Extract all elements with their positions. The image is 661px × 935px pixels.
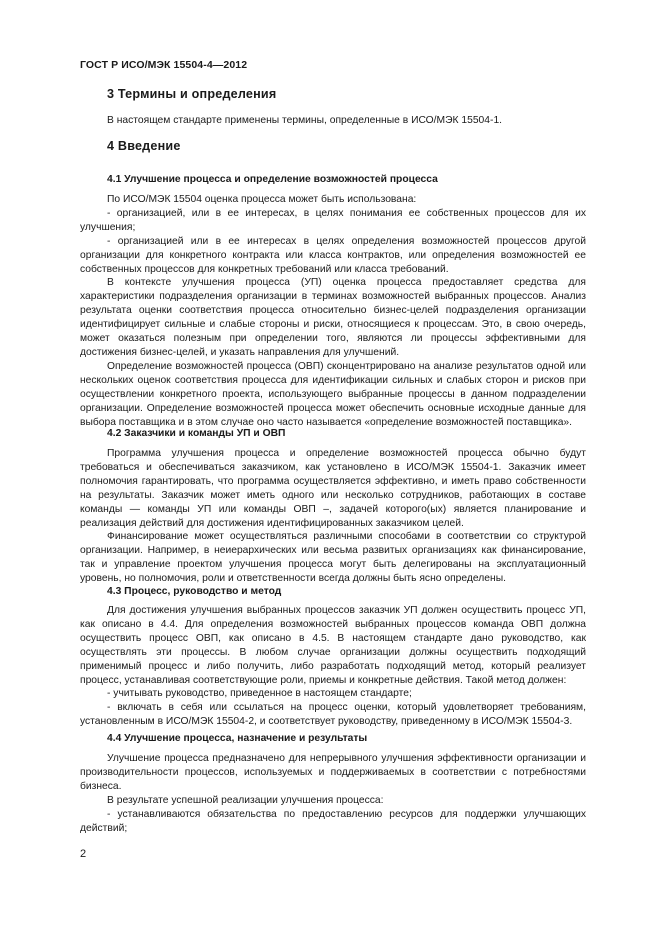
paragraph: Программа улучшения процесса и определение возможностей процесса обычно будут требоваться и обеспечиваться заказчиком, как установлено в ИСО/МЭК 15504-1. Заказчик имеет полномочия гарантировать, что программа осуществляется эффективно, и иметь право собственности на результаты. Заказчик может иметь одного или несколько сотрудников, работающих в составе команды — команды УП или команды ОВП –, задачей которого(ых) является планирование и реализация действий для достижения идентифицированных заказчиком целей. (80, 448, 586, 529)
section-3-heading: 3 Термины и определения (107, 87, 277, 101)
list-item: - устанавливаются обязательства по предоставлению ресурсов для поддержки улучшающих действий; (80, 808, 586, 834)
section-4-2-body (80, 447, 586, 586)
section-4-2-heading: 4.2 Заказчики и команды УП и ОВП (107, 428, 286, 439)
paragraph: Улучшение процесса предназначено для непрерывного улучшения эффективности организации и производительности процессов, используемых и поддерживаемых в соответствии с потребностями бизнеса. (80, 753, 586, 792)
section-4-1-heading: 4.1 Улучшение процесса и определение возможностей процесса (107, 174, 438, 185)
list-item: - организацией, или в ее интересах, в целях понимания ее собственных процессов для их улучшения; (80, 207, 586, 233)
section-4-1-body (80, 193, 586, 429)
paragraph: В контексте улучшения процесса (УП) оценка процесса предоставляет средства для характеристики подразделения организации в терминах возможностей выбранных процессов. Анализ результата оценки соответствия процесса относительно бизнес-целей подразделения организации идентифицирует сильные и слабые стороны и риски, относящиеся к процессам. Это, в свою очередь, может оказаться полезным при определении того, являются ли процессы эффективными для достижения бизнес-целей, и указать направления для улучшений. (80, 277, 586, 358)
running-header: ГОСТ Р ИСО/МЭК 15504-4—2012 (80, 59, 248, 71)
section-4-4-heading: 4.4 Улучшение процесса, назначение и результаты (107, 733, 368, 744)
section-4-3-body (80, 604, 586, 729)
paragraph: Для достижения улучшения выбранных процессов заказчик УП должен осуществить процесс УП, как описано в 4.4. Для определения возможностей выбранных процессов команда ОВП должна осуществить процесс ОВП, как описано в 4.5. В настоящем стандарте дано руководство, как осуществлять эти процессы. В любом случае организации должны осуществить подходящий применимый процесс и либо получить, либо разработать подходящий метод, который реализует процесс, устанавливая соответствующие роли, приемы и конкретные действия. Такой метод должен: (80, 605, 586, 686)
paragraph: В результате успешной реализации улучшения процесса: (107, 794, 384, 806)
section-4-heading: 4 Введение (107, 139, 181, 153)
paragraph: Определение возможностей процесса (ОВП) сконцентрировано на анализе результатов одной или нескольких оценок соответствия процесса для идентификации сильных и слабых сторон и рисков при осуществлении конкретного проекта, использующего выбранные процессы в данном подразделении организации. Определение возможностей процесса может обеспечить основные исходные данные для выбора поставщика и в этом случае оно часто называется «определение возможностей поставщика». (80, 360, 586, 428)
list-item: - учитывать руководство, приведенное в настоящем стандарте; (107, 688, 412, 700)
section-4-4-body (80, 752, 586, 835)
section-3-paragraph: В настоящем стандарте применены термины, определенные в ИСО/МЭК 15504-1. (107, 115, 503, 126)
list-item: - включать в себя или ссылаться на процесс оценки, который удовлетворяет требованиям, установленным в ИСО/МЭК 15504-2, и соответствует руководству, приведенному в ИСО/МЭК 15504-3. (80, 702, 586, 728)
list-item: - организацией или в ее интересах в целях определения возможностей процессов другой организации для конкретного контракта или класса контрактов, или определения возможностей ее собственных процессов для конкретных требований или класса требований. (80, 235, 586, 275)
paragraph: Финансирование может осуществляться различными способами в соответствии со структурой организации. Например, в неиерархических или весьма развитых организациях как финансирование, так и управление проектом улучшения процесса могут быть делегированы на эксплуатационный уровень, но полномочия, роли и ответственности всегда должны быть ясно определены. (80, 531, 586, 585)
section-4-3-heading: 4.3 Процесс, руководство и метод (107, 586, 282, 597)
paragraph: По ИСО/МЭК 15504 оценка процесса может быть использована: (107, 194, 417, 205)
page-number: 2 (80, 848, 87, 860)
